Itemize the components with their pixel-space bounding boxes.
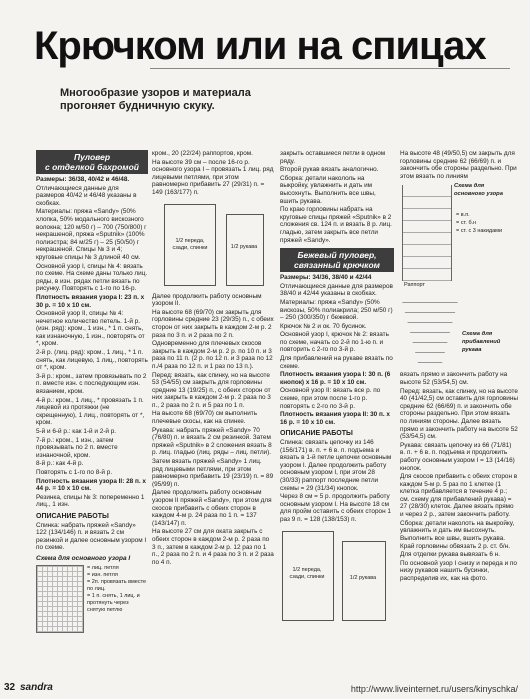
materials: Материалы: пряжа «Sandy» (50% хлопка, 50% модального вискозного волокна; 120 м/50 г) – 700 (750/800) г некрашеной, пряжа «Sputnik» (100% полиэстра; 84 м/25 г) – 25 (50/50) г некрашеной. Спицы № 3 и 4; круговые спицы № 3 длиной 40 см. bbox=[36, 208, 147, 261]
page-number: 32 bbox=[4, 682, 16, 693]
column-3 bbox=[280, 150, 394, 680]
work-title: ОПИСАНИЕ РАБОТЫ bbox=[280, 430, 353, 438]
legend-item: = 2п. провязать вместе по лиц. bbox=[87, 578, 147, 592]
work-text: Спинка: связать цепочку из 146 (156/171) в. п. + 6 в. п. подъема и вязать в 1-й петле цепочки основным узором I. Далее продолжить работу основным узором I, при этом 28 (30/33) раппорт последние петли схемы = 29 (31/34) кнопок. bbox=[280, 439, 392, 492]
column-4 bbox=[400, 150, 518, 680]
crochet-chart-increase bbox=[400, 291, 518, 371]
sizes: Размеры: 36/38, 40/42 и 46/48. bbox=[36, 176, 130, 183]
knit-chart bbox=[36, 565, 84, 633]
density: Плотность вязания узора I: 30 п. (6 кнопок) x 16 р. = 10 x 10 см. bbox=[280, 371, 391, 386]
section-heading-pullover bbox=[36, 150, 148, 174]
pattern-1: Основной узор I, спицы № 4: вязать по схеме. На схеме даны только лиц. ряды, в изн. рядах петли вязать по рисунку. Повторять с 1-го по 16-р. bbox=[36, 262, 148, 293]
rapport-label: Раппорт bbox=[404, 282, 426, 289]
schematic-beige bbox=[280, 527, 394, 627]
page-title: Крючком или на спицах bbox=[34, 24, 486, 68]
work-title: ОПИСАНИЕ РАБОТЫ bbox=[36, 512, 109, 520]
pattern-1: Основной узор I, крючок № 2: вязать по схеме, начать со 2-й по 1-ю п. и повторить с 2-го по 3-й р. bbox=[280, 331, 389, 354]
chart-block bbox=[36, 565, 148, 633]
chart-legend bbox=[87, 565, 147, 633]
heading-line-2: связанный крючком bbox=[294, 260, 380, 271]
crochet-chart-main bbox=[400, 181, 518, 291]
sleeve-label: 1/2 рукава bbox=[349, 574, 377, 581]
text: Край горловины обвязать 2 р. ст. б/н. Для отделки рукава вывязать 6 н. bbox=[400, 543, 510, 559]
increase-chart-graphic bbox=[400, 293, 460, 363]
text: По основной узор I снизу и переда и по низу рукавов нашить бусинки, распределив их, как на фото. bbox=[400, 559, 517, 582]
pattern-2d: 4-й р.: кром., 1 лиц., * провязать 1 п. лицевой из протяжки (не скрещенную), 1 лиц., повторять от *, кром. bbox=[36, 396, 145, 427]
pattern-2e: 5-й и 6-й р.: как 1-й и 2-й р. bbox=[36, 428, 117, 435]
legend-item: = ст. с 3 накидами bbox=[456, 228, 503, 235]
column-2 bbox=[152, 150, 274, 680]
text: На высоте 68 (69/70) см закрыть для горловины средние 23 (29/35) п., с обеих сторон от них закрыть в каждом 2-м р. 2 раза по 3 п. и 2 раза по 2 п. bbox=[152, 308, 274, 339]
text: Одновременно для плечевых скосов закрыть в каждом 2-м р. 2 р. по 10 п. и 3 раза по 11 п. (2 р. по 12 п. и 3 раза по 12 п./4 раза по 12 п. и 1 раз по 13 п.). bbox=[152, 340, 273, 370]
density-1: Плотность вязания узора I: 23 п. x 30 р. = 10 x 10 см. bbox=[36, 293, 145, 309]
text: Далее продолжить работу основным узором II. bbox=[152, 292, 262, 308]
work-text: Спинка: набрать пряжей «Sandy» 122 (134/146) п. и вязать 2 см резинкой и далее основным узором I по схеме. bbox=[36, 521, 147, 552]
pattern-2b: 2-й р. (лиц. ряд): кром., 1 лиц., * 1 п. снять, как лицевую, 1 лиц., повторять от *, кром. bbox=[36, 349, 148, 372]
page-subtitle: Многообразие узоров и материала прогоняет будничную скуку. bbox=[60, 87, 251, 112]
section-heading-beige bbox=[280, 248, 394, 272]
text: Далее продолжить работу основным узором II пряжей «Sandy», при этом для скосов прибавить с обеих сторон в каждом 4-м р. 24 раза по 1 п. = 137 (143/147) п. bbox=[152, 489, 272, 527]
sizes: Размеры: 34/36, 38/40 и 42/44 bbox=[280, 274, 372, 282]
text: Рукава: связать цепочку из 66 (71/81) в. п. + 6 в. п. подъема и продолжить работу основным узором I = 13 (14/16) кнопок. bbox=[400, 441, 515, 472]
chart-caption: Схема для основного узора I bbox=[36, 554, 131, 562]
density-2: Плотность вязания узора II: 28 п. x 44 р. = 10 x 10 см. bbox=[36, 477, 146, 493]
sleeve-label: 1/2 рукава bbox=[230, 243, 258, 250]
text: Затем вязать пряжей «Sandy» 1 лиц. ряд лицевыми петлями, при этом равномерно прибавить 19 (23/19) п. = 89 (95/99) п. bbox=[152, 458, 274, 488]
pattern-note: Для прибавлений на рукаве вязать по схеме. bbox=[280, 355, 393, 370]
heading-line-1: Пуловер bbox=[73, 152, 111, 162]
title-rule bbox=[150, 68, 510, 69]
schematic-pullover bbox=[152, 200, 274, 290]
heading-line-1: Бежевый пуловер, bbox=[297, 250, 377, 261]
hook: Крючок № 2 и ок. 70 бусинок. bbox=[280, 322, 367, 330]
text: кром., 20 (22/24) раппортов, кром. bbox=[152, 150, 253, 157]
sizes-note: Отличающиеся данные для размеров 40/42 и 46/48 указаны в скобках. bbox=[36, 184, 137, 207]
pattern-2: Основной узор II, спицы № 4: нечетное количество петель. 1-й р. (изн. ряд): кром., 1 изн., * 1 п. снять, как изнаночную, 1 изн., повторять от *, кром. bbox=[36, 310, 145, 348]
text: Для скосов прибавить с обеих сторон в каждом 5-м р. 5 раз по 1 клетке (1 клетка прибавляется в течение 4 р.; см. схему для прибавлений рукава) = 27 (28/30) клеток. Далее вязать прямо и через 2 р., затем закончить работу. bbox=[400, 473, 518, 519]
pattern-2c: 3-й р.: кром., затем провязывать по 2 п. вместе изн. с последующим изн. вязанием, кром. bbox=[36, 372, 147, 396]
legend-item: = 1 п. снять, 1 лиц. и протянуть через снятую петлю bbox=[87, 592, 140, 613]
front-label: 1/2 переда, сзади, спинки bbox=[289, 566, 325, 581]
text: вязать прямо и закончить работу на высоте 52 (53/54,5) см. bbox=[400, 371, 508, 386]
pattern-2g: 8-й р.: как 4-й р. bbox=[36, 460, 84, 468]
legend-item: = лиц. петля bbox=[87, 564, 119, 571]
legend-item: = ст. б.н bbox=[456, 220, 477, 227]
text: На высоте 48 (49/50,5) см закрыть для горловины средние 62 (66/69) п. и закончить обе стороны раздельно. При этом вязать по линиям bbox=[400, 150, 517, 180]
text: Перед: вязать, как спинку, но на высоте 40 (41/42,5) см оставить для горловины средние 62 (66/69) п. и закончить обе стороны раздельно. При этом вязать по линиям стороны. Далее вязать прямо и закончить работу на высоте 52 (53/54,5) см. bbox=[400, 387, 518, 441]
pattern-2h: Повторять с 1-го по 8-й р. bbox=[36, 468, 113, 476]
crochet-chart-graphic bbox=[402, 185, 452, 281]
chart-caption-1: Схема для основного узора bbox=[454, 183, 503, 197]
column-1 bbox=[36, 150, 148, 680]
text: Сборка: детали наколоть на выкройку, увлажнить и дать им высохнуть. Выполнить все швы, вшить рукава. bbox=[400, 519, 515, 542]
heading-line-2: с отделкой бахромой bbox=[45, 162, 139, 172]
materials: Материалы: пряжа «Sandy» (50% вискозы, 50% полиакрила; 250 м/50 г) – 250 (300/350) г бежевой. bbox=[280, 298, 393, 322]
density-2: Плотность вязания узора II: 30 п. x 16 р. = 10 x 10 см. bbox=[280, 411, 390, 426]
text: На высоте 27 см для оката закрыть с обеих сторон в каждом 2-м р. 2 раза по 3 п., затем в каждом 2-м р. 12 раз по 1 п., 2 раза по 2 п. и 4 раза по 3 п. и 2 раза по 4 п. bbox=[152, 528, 274, 566]
text: закрыть оставшиеся петли в одном ряду. bbox=[280, 150, 386, 165]
text: Сборка: детали накололь на выкройку, увлажнить и дать им высохнуть. Выполнить все швы, вшить рукава. bbox=[280, 174, 376, 205]
text: Перед: вязать, как спинку, но на высоте 53 (54/55) см закрыть для горловины средние 13 (19/25) п., с обеих сторон от них закрыть в каждом 2-м р. 2 раза по 3 п., 2 раза по 2 п. и 5 раз по 1 п. bbox=[152, 371, 271, 409]
text: Второй рукав вязать аналогично. bbox=[280, 166, 379, 174]
crochet-legend bbox=[456, 211, 516, 235]
source-url[interactable]: http://www.liveinternet.ru/users/kinyschka/ bbox=[350, 684, 518, 694]
magazine-name: sandra bbox=[20, 682, 53, 693]
legend-item: = изн. петля bbox=[87, 571, 118, 578]
text: Рукава: набрать пряжей «Sandy» 70 (76/80) п. и вязать 2 см резинкой. Затем пряжей «Sputnik» в 2 сложения вязать 8 р. лиц. гладью (лиц. ряды – лиц. петли). bbox=[152, 426, 272, 457]
text: По краю горловины набрать на круговые спицы пряжей «Sputnik» в 2 сложения св. 124 п. и вязать 8 р. лиц. гладью, затем закрыть все петли пряжей «Sandy». bbox=[280, 206, 392, 244]
chart-caption-2: Схема для прибавлений рукава bbox=[462, 331, 501, 353]
text: На высоте 68 (69/70) см выполнить плечевые скосы, как на спинке. bbox=[152, 410, 258, 426]
rib: Резинка, спицы № 3: попеременно 1 лиц., 1 изн. bbox=[36, 493, 145, 509]
sizes-note: Отличающиеся данные для размеров 38/40 и 42/44 указаны в скобках. bbox=[280, 282, 393, 298]
front-label: 1/2 переда, сзади, спинки bbox=[172, 237, 208, 252]
pattern-2: Основной узор II: вязать все р. по схеме, при этом после 1-го р. повторять с 2-го по 3-й р. bbox=[280, 387, 381, 410]
work-text-2: Через 8 см = 5 р. продолжить работу основным узором I. На высоте 18 см для пройм оставить с обеих сторон 1 раз 9 п. = 128 (138/153) п. bbox=[280, 493, 391, 523]
legend-item: = в.п. bbox=[456, 212, 470, 219]
text: На высоте 39 см – после 16-го р. основного узора I – провязать 1 лиц. ряд лицевыми петлями, при этом равномерно прибавить 27 (29/31) п. = 149 (163/177) п. bbox=[152, 158, 274, 196]
pattern-2f: 7-й р.: кром., 1 изн., затем провязывать по 2 п. вместе изнаночной, кром. bbox=[36, 436, 118, 459]
